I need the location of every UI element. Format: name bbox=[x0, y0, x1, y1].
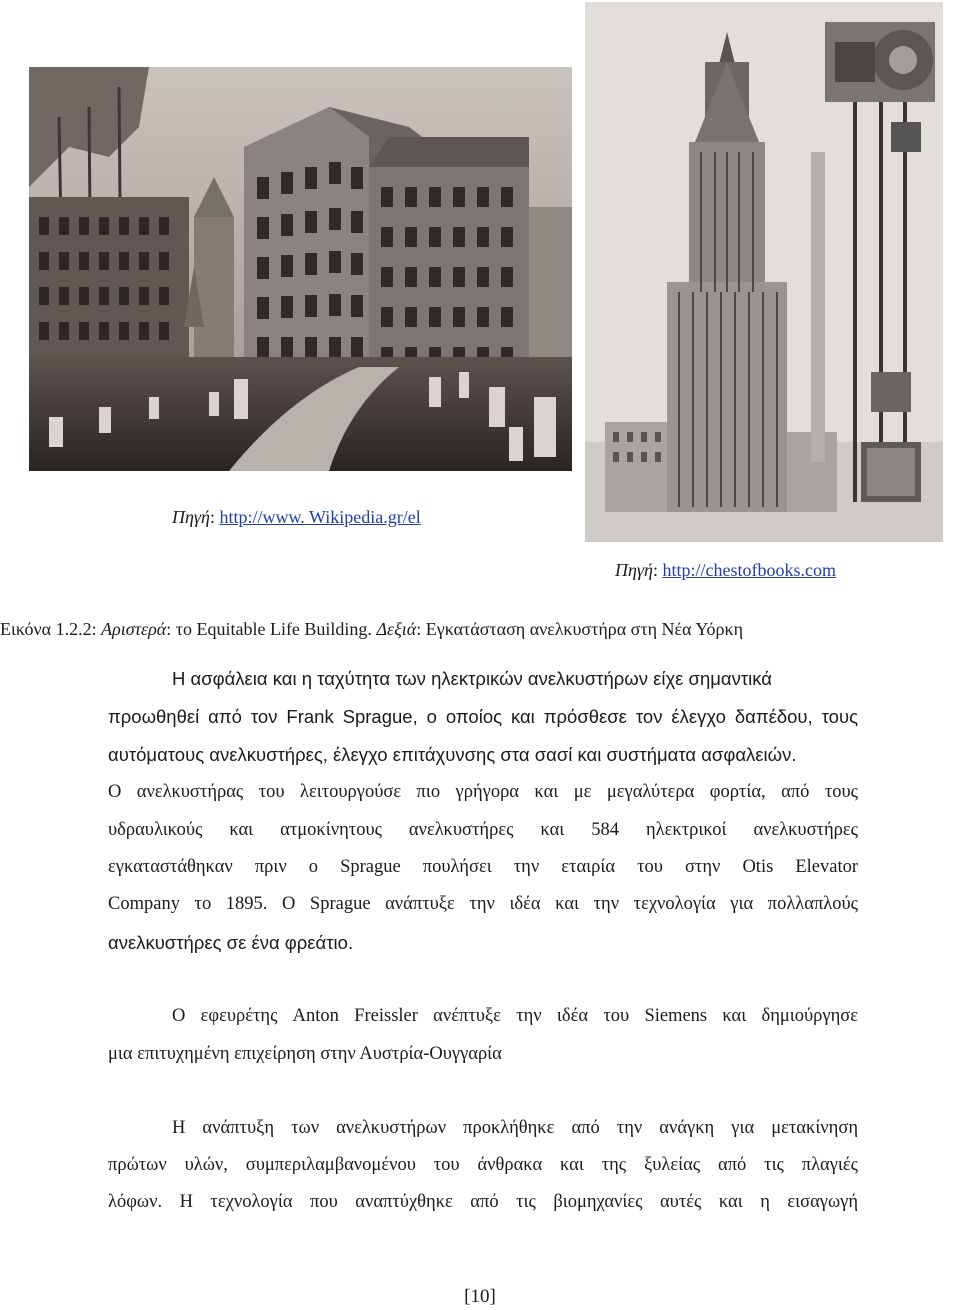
source-label: Πηγή bbox=[172, 507, 210, 527]
paragraph-line: μια επιτυχημένη επιχείρηση στην Αυστρία-Ουγγαρία bbox=[108, 1044, 502, 1064]
paragraph-line: εγκαταστάθηκαν πριν ο Sprague πουλήσει την εταιρία του στην Otis Elevator bbox=[108, 857, 858, 877]
caption-right-text: : Εγκατάσταση ανελκυστήρα στη Νέα Υόρκη bbox=[416, 619, 743, 639]
paragraph-line: πρώτων υλών, συμπεριλαμβανομένου του άνθρακα και της ξυλείας από τις πλαγιές bbox=[108, 1155, 858, 1175]
wikipedia-source-link[interactable]: http://www. Wikipedia.gr/el bbox=[219, 507, 421, 527]
paragraph-line: Ο εφευρέτης Anton Freissler ανέπτυξε την ιδέα του Siemens και δημιούργησε bbox=[172, 1006, 858, 1026]
caption-number: Εικόνα 1.2.2: bbox=[0, 619, 102, 639]
paragraph-line: προωθηθεί από τον Frank Sprague, ο οποίος και πρόσθεσε τον έλεγχο δαπέδου, τους bbox=[108, 706, 858, 727]
right-figure-source bbox=[615, 560, 836, 581]
paragraph-line: Η ασφάλεια και η ταχύτητα των ηλεκτρικών ανελκυστήρων είχε σημαντικά bbox=[172, 668, 772, 689]
paragraph-line: αυτόματους ανελκυστήρες, έλεγχο επιτάχυνσης στα σασί και συστήματα ασφαλειών. bbox=[108, 744, 797, 765]
caption-left-label: Αριστερά bbox=[101, 619, 167, 639]
paragraph-line: Company το 1895. Ο Sprague ανάπτυξε την ιδέα και την τεχνολογία για πολλαπλούς bbox=[108, 894, 858, 914]
page-number: [10] bbox=[464, 1286, 496, 1307]
paragraph-line: λόφων. Η τεχνολογία που αναπτύχθηκε από τις βιομηχανίες αυτές και η εισαγωγή bbox=[108, 1192, 858, 1212]
equitable-life-building-photo bbox=[29, 67, 572, 471]
left-figure-source bbox=[172, 507, 421, 528]
paragraph-line: Η ανάπτυξη των ανελκυστήρων προκλήθηκε από την ανάγκη για μετακίνηση bbox=[172, 1118, 858, 1138]
paragraph-line: ανελκυστήρες σε ένα φρεάτιο. bbox=[108, 932, 354, 953]
caption-left-text: : το Equitable Life Building. bbox=[166, 619, 377, 639]
paragraph-line: υδραυλικούς και ατμοκίνητους ανελκυστήρες και 584 ηλεκτρικοί ανελκυστήρες bbox=[108, 820, 858, 840]
skyscraper-illustration bbox=[585, 2, 943, 542]
street-scene-illustration bbox=[29, 67, 572, 471]
chestofbooks-source-link[interactable]: http://chestofbooks.com bbox=[662, 560, 836, 580]
paragraph-line: Ο ανελκυστήρας του λειτουργούσε πιο γρήγορα και με μεγαλύτερα φορτία, από τους bbox=[108, 782, 858, 802]
source-separator: : bbox=[209, 507, 220, 527]
caption-right-label: Δεξιά bbox=[376, 619, 417, 639]
source-label: Πηγή bbox=[615, 560, 653, 580]
elevator-installation-illustration bbox=[585, 2, 943, 542]
figure-caption bbox=[0, 619, 960, 640]
source-separator: : bbox=[652, 560, 663, 580]
